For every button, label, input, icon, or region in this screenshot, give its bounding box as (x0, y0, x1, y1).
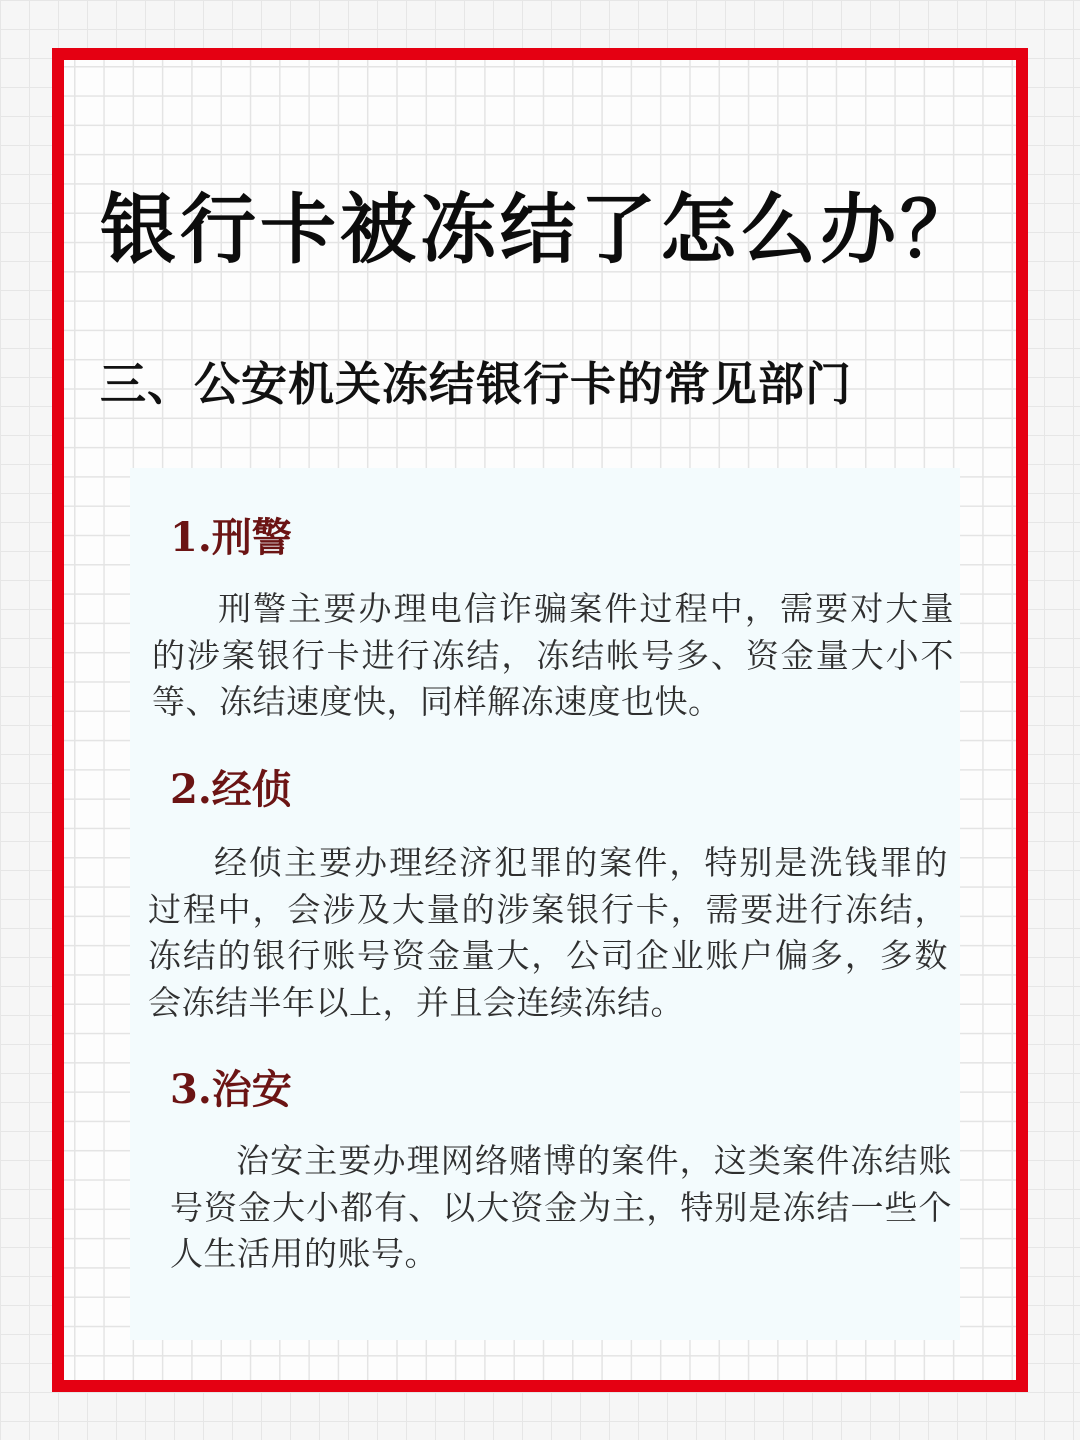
item-title-criminal-police (170, 512, 292, 564)
item-name: 治安 (211, 1067, 292, 1113)
section-heading: 三、公安机关冻结银行卡的常见部门 (100, 357, 852, 411)
item-body-criminal-police: 刑警主要办理电信诈骗案件过程中，需要对大量的涉案银行卡进行冻结，冻结帐号多、资金量大小不等、冻结速度快，同样解冻速度也快。 (152, 589, 954, 721)
item-name: 刑警 (211, 515, 292, 561)
item-title-economic-investigation (170, 764, 292, 816)
item-number: 3. (170, 1066, 212, 1113)
item-number: 2. (170, 766, 212, 813)
item-body-public-security: 治安主要办理网络赌博的案件，这类案件冻结账号资金大小都有、以大资金为主，特别是冻结一些个人生活用的账号。 (170, 1141, 952, 1273)
item-name: 经侦 (211, 767, 292, 813)
item-body-economic-investigation: 经侦主要办理经济犯罪的案件，特别是洗钱罪的过程中，会涉及大量的涉案银行卡，需要进行冻结，冻结的银行账号资金量大，公司企业账户偏多，多数会冻结半年以上，并且会连续冻结。 (148, 843, 948, 1022)
item-number: 1. (170, 514, 212, 561)
red-border-frame (52, 48, 1028, 1392)
content-box (130, 468, 960, 1340)
item-title-public-security (170, 1064, 292, 1116)
page-title: 银行卡被冻结了怎么办？ (100, 185, 980, 274)
